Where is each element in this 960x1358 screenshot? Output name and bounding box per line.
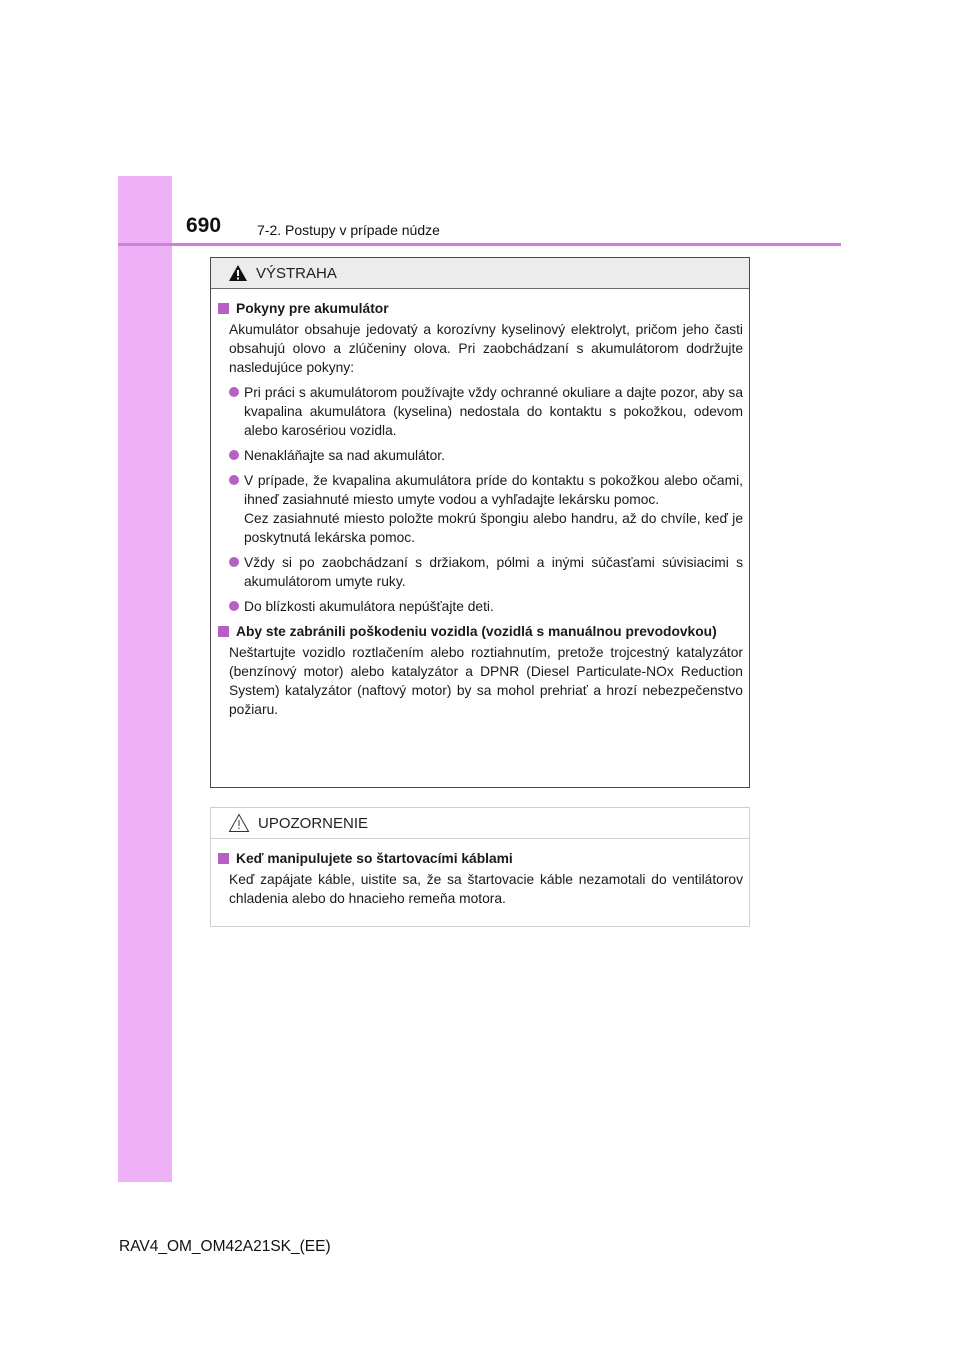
list-item [217, 471, 743, 547]
caution-title: UPOZORNENIE [258, 814, 369, 832]
list-item [217, 446, 743, 465]
caution-box [210, 807, 750, 927]
list-item-paragraph: V prípade, že kvapalina akumulátora príde do kontaktu s pokožkou alebo očami, ihneď zasiahnuté miesto umyte vodou a vyhľadajte lekársku pomoc. [244, 473, 743, 507]
section-heading [217, 849, 743, 868]
list-item [217, 597, 743, 616]
list-item-text: Vždy si po zaobchádzaní s držiakom, pólmi a inými súčasťami súvisiacimi s akumulátorom umyte ruky. [244, 555, 743, 589]
document-code: RAV4_OM_OM42A21SK_(EE) [119, 1238, 331, 1255]
square-bullet-icon [218, 626, 229, 637]
round-bullet-icon [229, 475, 239, 485]
list-item-text: Do blízkosti akumulátora nepúšťajte deti. [244, 599, 494, 614]
warning-triangle-outline-icon [228, 813, 250, 833]
section-heading-text: Pokyny pre akumulátor [236, 301, 389, 316]
round-bullet-icon [229, 387, 239, 397]
section-heading-text: Aby ste zabránili poškodeniu vozidla (vozidlá s manuálnou prevodovkou) [236, 624, 717, 639]
list-item [217, 383, 743, 440]
list-item-text: Pri práci s akumulátorom používajte vždy ochranné okuliare a dajte pozor, aby sa kvapalina akumulátora (kyselina) nedostala do kontaktu s pokožkou, odevom alebo karosériou vozidla. [244, 385, 743, 438]
section-heading [217, 622, 743, 641]
section-heading [217, 299, 743, 318]
warning-box [210, 257, 750, 788]
paragraph: Akumulátor obsahuje jedovatý a korozívny kyselinový elektrolyt, pričom jeho časti obsahujú olovo a zlúčeniny olova. Pri zaobchádzaní s akumulátorom dodržujte nasledujúce pokyny: [229, 322, 743, 375]
list-item-text: Nenakláňajte sa nad akumulátor. [244, 448, 445, 463]
round-bullet-icon [229, 601, 239, 611]
chapter-side-tab [118, 176, 172, 1182]
round-bullet-icon [229, 450, 239, 460]
warning-triangle-filled-icon [228, 264, 248, 282]
round-bullet-icon [229, 557, 239, 567]
list-item-text [244, 471, 743, 547]
warning-header [211, 258, 749, 289]
paragraph: Neštartujte vozidlo roztlačením alebo roztiahnutím, pretože trojcestný katalyzátor (benzínový motor) alebo katalyzátor a DPNR (Diesel Particulate-NOx Reduction System) katalyzátor (naftový motor) by sa mohol prehriať a hrozí nebezpečenstvo požiaru. [229, 645, 743, 717]
caution-body [211, 839, 749, 908]
header-rule [118, 243, 841, 246]
square-bullet-icon [218, 853, 229, 864]
warning-body [211, 289, 749, 719]
square-bullet-icon [218, 303, 229, 314]
section-title: 7-2. Postupy v prípade núdze [257, 222, 440, 238]
warning-title: VÝSTRAHA [256, 264, 337, 282]
caution-header [211, 808, 749, 839]
paragraph: Keď zapájate káble, uistite sa, že sa štartovacie káble nezamotali do ventilátorov chladenia alebo do hnacieho remeňa motora. [229, 872, 743, 906]
list-item-paragraph: Cez zasiahnuté miesto položte mokrú špongiu alebo handru, až do chvíle, keď je poskytnutá lekárska pomoc. [244, 511, 743, 545]
list-item [217, 553, 743, 591]
page-number: 690 [186, 214, 222, 237]
section-heading-text: Keď manipulujete so štartovacími káblami [236, 851, 513, 866]
